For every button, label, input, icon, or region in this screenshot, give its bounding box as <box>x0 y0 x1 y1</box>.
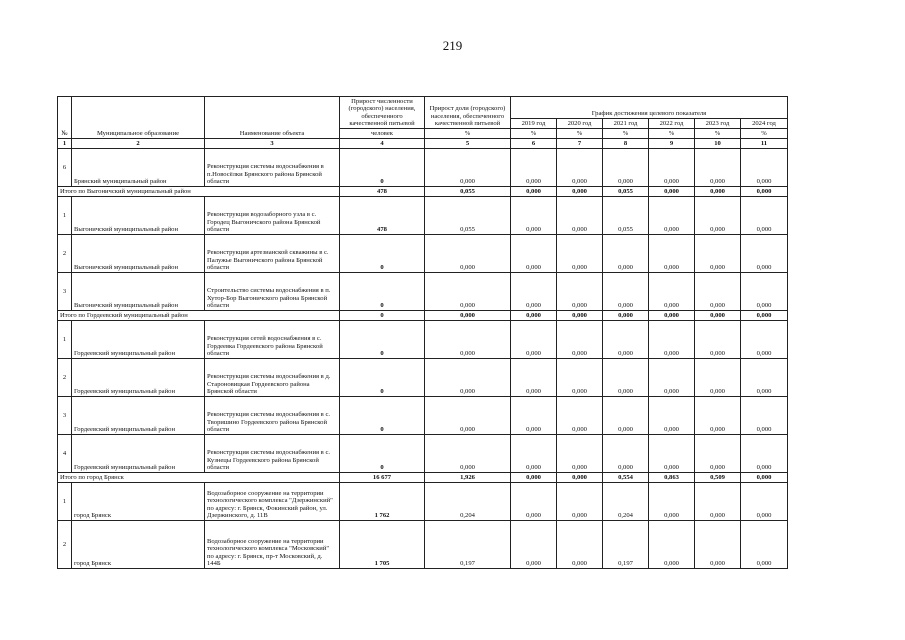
header-object: Наименование объекта <box>205 97 340 139</box>
column-number: 9 <box>649 139 695 149</box>
row-share-growth: 0,000 <box>425 273 511 311</box>
total-year-value: 0,000 <box>649 311 695 321</box>
total-year-value: 0,509 <box>695 473 741 483</box>
row-object-name: Реконструкция системы водоснабжения в п.Новосёлки Брянского района Брянской области <box>205 149 340 187</box>
row-year-value: 0,000 <box>649 359 695 397</box>
row-share-growth: 0,000 <box>425 149 511 187</box>
row-municipality: Гордеевский муниципальный район <box>72 321 205 359</box>
total-year-value: 0,000 <box>695 187 741 197</box>
total-population-growth: 478 <box>340 187 425 197</box>
row-year-value: 0,000 <box>603 235 649 273</box>
row-year-value: 0,000 <box>557 149 603 187</box>
row-year-value: 0,197 <box>603 521 649 569</box>
row-year-value: 0,000 <box>603 397 649 435</box>
row-municipality: город Брянск <box>72 521 205 569</box>
row-year-value: 0,000 <box>511 483 557 521</box>
total-row <box>58 311 788 321</box>
row-population-growth: 1 762 <box>340 483 425 521</box>
row-year-value: 0,000 <box>649 521 695 569</box>
total-row <box>58 473 788 483</box>
row-population-growth: 0 <box>340 435 425 473</box>
row-year-value: 0,000 <box>741 435 788 473</box>
page-number: 219 <box>442 38 463 53</box>
row-population-growth: 0 <box>340 235 425 273</box>
row-population-growth: 0 <box>340 397 425 435</box>
row-year-value: 0,000 <box>511 521 557 569</box>
row-year-value: 0,000 <box>695 149 741 187</box>
total-share-growth: 0,055 <box>425 187 511 197</box>
row-year-value: 0,000 <box>649 321 695 359</box>
row-number: 1 <box>58 321 72 359</box>
total-year-value: 0,000 <box>511 311 557 321</box>
header-unit: % <box>511 129 557 139</box>
row-year-value: 0,204 <box>603 483 649 521</box>
table-row <box>58 521 788 569</box>
row-population-growth: 0 <box>340 273 425 311</box>
total-year-value: 0,000 <box>511 473 557 483</box>
header-unit: % <box>603 129 649 139</box>
total-share-growth: 0,000 <box>425 311 511 321</box>
row-year-value: 0,000 <box>557 235 603 273</box>
row-year-value: 0,000 <box>649 235 695 273</box>
row-number: 1 <box>58 483 72 521</box>
row-year-value: 0,000 <box>603 435 649 473</box>
row-year-value: 0,000 <box>557 273 603 311</box>
row-year-value: 0,000 <box>741 149 788 187</box>
row-municipality: город Брянск <box>72 483 205 521</box>
row-population-growth: 0 <box>340 321 425 359</box>
row-year-value: 0,000 <box>695 483 741 521</box>
row-year-value: 0,000 <box>557 197 603 235</box>
row-population-growth: 0 <box>340 359 425 397</box>
row-year-value: 0,000 <box>741 521 788 569</box>
row-number: 2 <box>58 359 72 397</box>
row-object-name: Реконструкция артезианской скважины в с. Палужье Выгоничского района Брянской области <box>205 235 340 273</box>
row-year-value: 0,000 <box>649 435 695 473</box>
row-year-value: 0,000 <box>603 359 649 397</box>
row-year-value: 0,000 <box>695 397 741 435</box>
column-number: 3 <box>205 139 340 149</box>
total-year-value: 0,863 <box>649 473 695 483</box>
row-municipality: Гордеевский муниципальный район <box>72 435 205 473</box>
column-number: 7 <box>557 139 603 149</box>
row-municipality: Брянский муниципальный район <box>72 149 205 187</box>
row-share-growth: 0,204 <box>425 483 511 521</box>
row-object-name: Реконструкция системы водоснабжения в д. Староновицкая Гордеевского района Брянской области <box>205 359 340 397</box>
total-year-value: 0,000 <box>557 187 603 197</box>
column-number: 10 <box>695 139 741 149</box>
row-year-value: 0,000 <box>511 235 557 273</box>
total-label: Итого по Выгоничский муниципальный район <box>58 187 340 197</box>
row-year-value: 0,000 <box>511 435 557 473</box>
row-year-value: 0,000 <box>603 273 649 311</box>
column-number: 2 <box>72 139 205 149</box>
row-year-value: 0,000 <box>557 321 603 359</box>
row-year-value: 0,000 <box>695 359 741 397</box>
total-year-value: 0,000 <box>649 187 695 197</box>
row-year-value: 0,000 <box>511 149 557 187</box>
target-indicator-table <box>57 96 788 569</box>
total-population-growth: 0 <box>340 311 425 321</box>
column-number: 5 <box>425 139 511 149</box>
row-municipality: Гордеевский муниципальный район <box>72 359 205 397</box>
table-row <box>58 149 788 187</box>
header-year: 2020 год <box>557 119 603 129</box>
total-row <box>58 187 788 197</box>
header-unit: % <box>741 129 788 139</box>
table-row <box>58 321 788 359</box>
row-population-growth: 0 <box>340 149 425 187</box>
row-population-growth: 1 705 <box>340 521 425 569</box>
header-num: № <box>58 97 72 139</box>
row-year-value: 0,000 <box>741 321 788 359</box>
row-object-name: Реконструкция сетей водоснабжения в с. Гордеевка Гордеевского района Брянской области <box>205 321 340 359</box>
row-number: 2 <box>58 521 72 569</box>
column-number: 4 <box>340 139 425 149</box>
row-number: 3 <box>58 397 72 435</box>
total-year-value: 0,000 <box>741 473 788 483</box>
row-year-value: 0,000 <box>511 197 557 235</box>
header-year: 2023 год <box>695 119 741 129</box>
row-year-value: 0,000 <box>649 483 695 521</box>
row-object-name: Реконструкция системы водоснабжения в с. Творишино Гордеевского района Брянской области <box>205 397 340 435</box>
total-population-growth: 16 677 <box>340 473 425 483</box>
total-year-value: 0,000 <box>603 311 649 321</box>
row-year-value: 0,000 <box>695 521 741 569</box>
row-year-value: 0,000 <box>511 397 557 435</box>
total-year-value: 0,055 <box>603 187 649 197</box>
row-object-name: Строительство системы водоснабжения в п. Хутор-Бор Выгоничского района Брянской области <box>205 273 340 311</box>
row-year-value: 0,000 <box>695 273 741 311</box>
row-year-value: 0,000 <box>557 359 603 397</box>
header-unit: % <box>425 129 511 139</box>
row-number: 1 <box>58 197 72 235</box>
row-year-value: 0,000 <box>741 235 788 273</box>
row-municipality: Выгоничский муниципальный район <box>72 235 205 273</box>
row-year-value: 0,000 <box>741 397 788 435</box>
total-year-value: 0,554 <box>603 473 649 483</box>
column-number: 11 <box>741 139 788 149</box>
row-number: 2 <box>58 235 72 273</box>
table-row <box>58 483 788 521</box>
row-object-name: Реконструкция системы водоснабжения в с. Кузнецы Гордеевского района Брянской области <box>205 435 340 473</box>
row-year-value: 0,000 <box>741 273 788 311</box>
total-label: Итого по город Брянск <box>58 473 340 483</box>
table-row <box>58 197 788 235</box>
row-object-name: Водозаборное сооружение на территории технологического комплекса "Дзержинский" по адресу: г. Брянск, Фокинский район, ул. Дзержинского, д. 11В <box>205 483 340 521</box>
row-year-value: 0,000 <box>557 397 603 435</box>
row-year-value: 0,000 <box>557 483 603 521</box>
column-number: 8 <box>603 139 649 149</box>
header-unit: % <box>695 129 741 139</box>
row-year-value: 0,000 <box>649 273 695 311</box>
row-year-value: 0,000 <box>695 321 741 359</box>
row-number: 6 <box>58 149 72 187</box>
row-share-growth: 0,000 <box>425 435 511 473</box>
header-year: 2022 год <box>649 119 695 129</box>
column-number: 6 <box>511 139 557 149</box>
row-number: 3 <box>58 273 72 311</box>
row-year-value: 0,000 <box>603 149 649 187</box>
row-year-value: 0,000 <box>649 197 695 235</box>
row-year-value: 0,000 <box>649 149 695 187</box>
row-year-value: 0,000 <box>741 359 788 397</box>
column-number: 1 <box>58 139 72 149</box>
header-unit: человек <box>340 129 425 139</box>
row-object-name: Водозаборное сооружение на территории технологического комплекса "Московский" по адресу: г. Брянск, пр-т Московский, д. 144Б <box>205 521 340 569</box>
header-schedule: График достижения целевого показателя <box>511 97 788 119</box>
row-share-growth: 0,000 <box>425 235 511 273</box>
header-unit: % <box>649 129 695 139</box>
row-year-value: 0,000 <box>741 483 788 521</box>
table-row <box>58 273 788 311</box>
row-share-growth: 0,000 <box>425 397 511 435</box>
row-object-name: Реконструкция водозаборного узла в с. Городец Выгоничского района Брянской области <box>205 197 340 235</box>
total-year-value: 0,000 <box>741 187 788 197</box>
row-year-value: 0,000 <box>511 321 557 359</box>
row-year-value: 0,000 <box>511 359 557 397</box>
row-municipality: Гордеевский муниципальный район <box>72 397 205 435</box>
row-number: 4 <box>58 435 72 473</box>
row-share-growth: 0,055 <box>425 197 511 235</box>
total-year-value: 0,000 <box>741 311 788 321</box>
row-year-value: 0,000 <box>741 197 788 235</box>
total-year-value: 0,000 <box>695 311 741 321</box>
row-year-value: 0,000 <box>695 197 741 235</box>
total-year-value: 0,000 <box>557 311 603 321</box>
row-year-value: 0,000 <box>695 235 741 273</box>
table-row <box>58 359 788 397</box>
total-label: Итого по Гордеевский муниципальный район <box>58 311 340 321</box>
table-row <box>58 397 788 435</box>
row-population-growth: 478 <box>340 197 425 235</box>
total-year-value: 0,000 <box>557 473 603 483</box>
header-year: 2019 год <box>511 119 557 129</box>
header-pop-growth: Прирост численности (городского) населения, обеспеченного качественной питьевой <box>340 97 425 129</box>
row-year-value: 0,000 <box>557 435 603 473</box>
row-municipality: Выгоничский муниципальный район <box>72 197 205 235</box>
row-municipality: Выгоничский муниципальный район <box>72 273 205 311</box>
header-share-growth: Прирост доли (городского) населения, обеспеченного качественной питьевой <box>425 97 511 129</box>
row-year-value: 0,000 <box>695 435 741 473</box>
table-row <box>58 435 788 473</box>
row-year-value: 0,055 <box>603 197 649 235</box>
row-year-value: 0,000 <box>649 397 695 435</box>
row-year-value: 0,000 <box>557 521 603 569</box>
row-year-value: 0,000 <box>511 273 557 311</box>
row-year-value: 0,000 <box>603 321 649 359</box>
row-share-growth: 0,197 <box>425 521 511 569</box>
header-year: 2021 год <box>603 119 649 129</box>
row-share-growth: 0,000 <box>425 359 511 397</box>
total-share-growth: 1,926 <box>425 473 511 483</box>
header-unit: % <box>557 129 603 139</box>
header-year: 2024 год <box>741 119 788 129</box>
row-share-growth: 0,000 <box>425 321 511 359</box>
total-year-value: 0,000 <box>511 187 557 197</box>
header-municipality: Муниципальное образование <box>72 97 205 139</box>
table-row <box>58 235 788 273</box>
